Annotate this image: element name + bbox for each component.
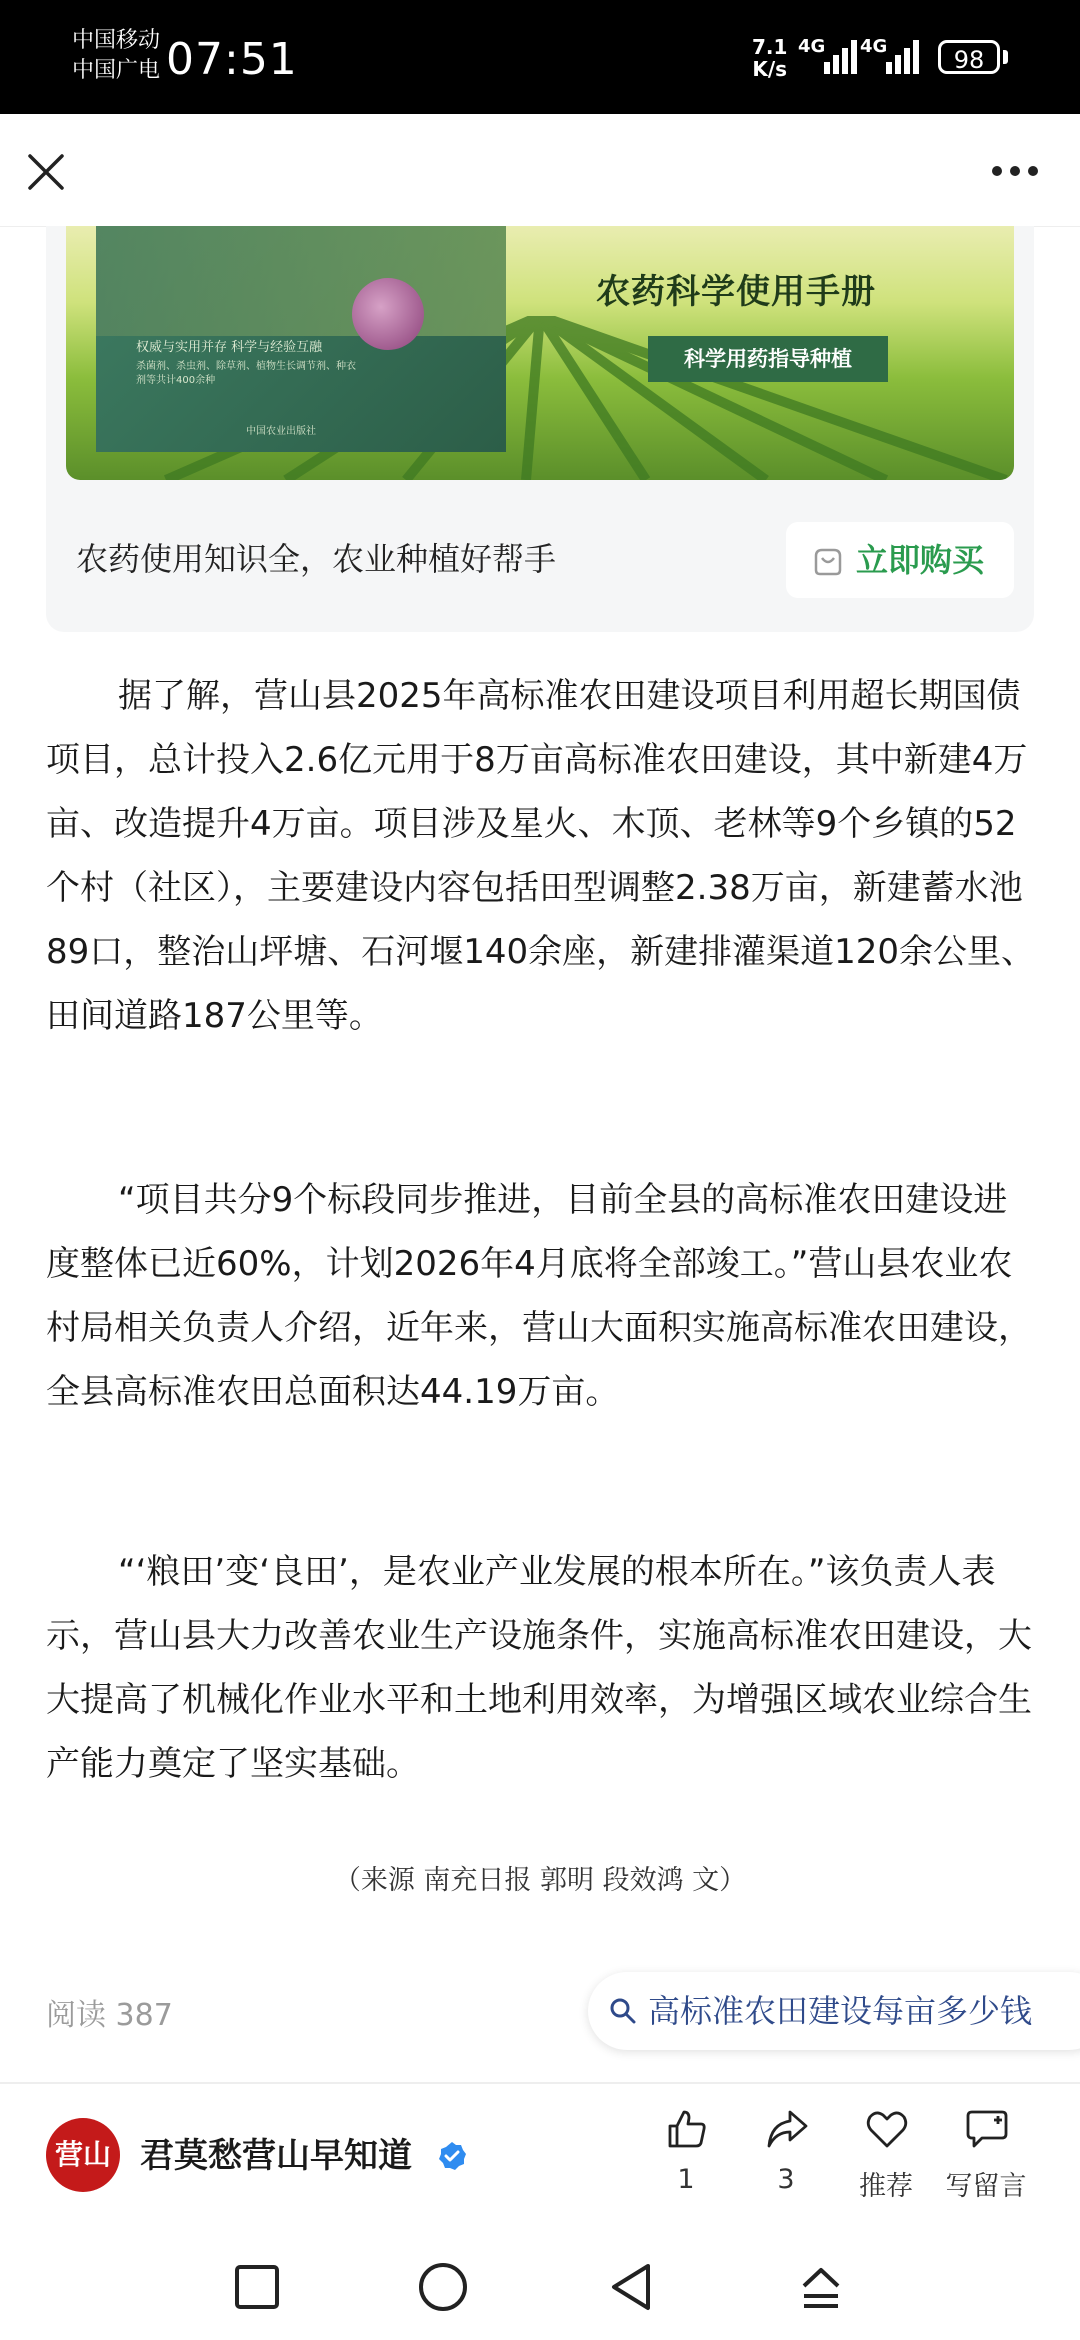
search-icon: [608, 1996, 638, 2026]
ad-slogan: 农药使用知识全，农业种植好帮手: [76, 540, 557, 578]
verified-badge-icon: [436, 2140, 468, 2172]
author-avatar[interactable]: 营山: [46, 2118, 120, 2192]
like-count: 1: [677, 2164, 695, 2195]
article-paragraph-1: 据了解，营山县2025年高标准农田建设项目利用超长期国债项目，总计投入2.6亿元用于8万亩高标准农田建设，其中新建4万亩、改造提升4万亩。项目涉及星火、木顶、老林等9个乡镇的52个村（社区），主要建设内容包括田型调整2.38万亩，新建蓄水池89口，整治山坪塘、石河堰140余座，新建排灌渠道120余公里、田间道路187公里等。: [46, 676, 1036, 1036]
carrier-2: 中国广电: [72, 58, 161, 83]
share-button[interactable]: [736, 2106, 836, 2210]
home-icon[interactable]: [416, 2260, 470, 2314]
article-paragraph-2: “项目共分9个标段同步推进，目前全县的高标准农田建设进度整体已近60%，计划2026年4月底将全部竣工。”营山县农业农村局相关负责人介绍，近年来，营山大面积实施高标准农田建设，全县高标准农田总面积达44.19万亩。: [46, 1180, 1032, 1412]
carrier-1: 中国移动: [72, 28, 161, 53]
like-button[interactable]: [636, 2106, 736, 2210]
book-cover: [96, 226, 506, 452]
back-icon[interactable]: [604, 2260, 658, 2314]
battery-tip: [1003, 50, 1008, 64]
related-search-chip[interactable]: [588, 1972, 1080, 2050]
more-options-icon[interactable]: [990, 164, 1040, 178]
share-count: 3: [777, 2164, 795, 2195]
ad-card[interactable]: [46, 226, 1034, 632]
book-tagline: 权威与实用并存 科学与经验互融: [136, 340, 323, 355]
close-icon[interactable]: [26, 152, 66, 192]
network-speed: [752, 36, 787, 80]
grape-image: [352, 278, 424, 350]
recommend-label: 推荐: [859, 2171, 913, 2202]
author-name[interactable]: 君莫愁营山早知道: [140, 2136, 412, 2176]
shopping-bag-icon: [812, 546, 844, 576]
carrier-info: [72, 26, 160, 86]
sim1-type: 4G: [798, 36, 826, 57]
banner-title: 农药科学使用手册: [596, 272, 876, 312]
related-search-text: 高标准农田建设每亩多少钱: [648, 1992, 1033, 2030]
article-source: （来源 南充日报 郭明 段效鸿 文）: [333, 1865, 747, 1896]
divider: [0, 2082, 1080, 2084]
share-icon: [764, 2106, 810, 2152]
book-contents: 杀菌剂、杀虫剂、除草剂、植物生长调节剂、种衣剂等共计400余种: [136, 361, 356, 386]
battery-icon: 98: [938, 40, 1000, 74]
recommend-button[interactable]: [836, 2106, 936, 2210]
comment-button[interactable]: [936, 2106, 1036, 2210]
heart-icon: [864, 2106, 910, 2152]
book-publisher: 中国农业出版社: [246, 426, 316, 437]
speed-unit: K/s: [752, 57, 788, 81]
buy-now-button[interactable]: [786, 522, 1014, 598]
top-nav: [0, 114, 1080, 227]
banner-ribbon: 科学用药指导种植: [648, 336, 888, 382]
thumbs-up-icon: [664, 2106, 710, 2152]
recent-apps-icon[interactable]: [230, 2260, 284, 2314]
comment-label: 写留言: [945, 2171, 1027, 2202]
ad-banner-image[interactable]: [66, 226, 1014, 480]
status-bar: [0, 0, 1080, 114]
sim2-type: 4G: [860, 36, 888, 57]
article-paragraph-3: “‘粮田’变‘良田’，是农业产业发展的根本所在。”该负责人表示，营山县大力改善农业生产设施条件，实施高标准农田建设，大大提高了机械化作业水平和土地利用效率，为增强区域农业综合生产能力奠定了坚实基础。: [46, 1552, 1032, 1784]
speed-value: 7.1: [752, 35, 788, 59]
clock: 07:51: [166, 34, 298, 85]
read-count: 阅读 387: [46, 1998, 173, 2033]
system-nav-bar: [0, 2236, 1080, 2340]
buy-now-label: 立即购买: [856, 541, 985, 579]
comment-icon: [964, 2106, 1010, 2152]
collapse-keyboard-icon[interactable]: [794, 2260, 848, 2314]
